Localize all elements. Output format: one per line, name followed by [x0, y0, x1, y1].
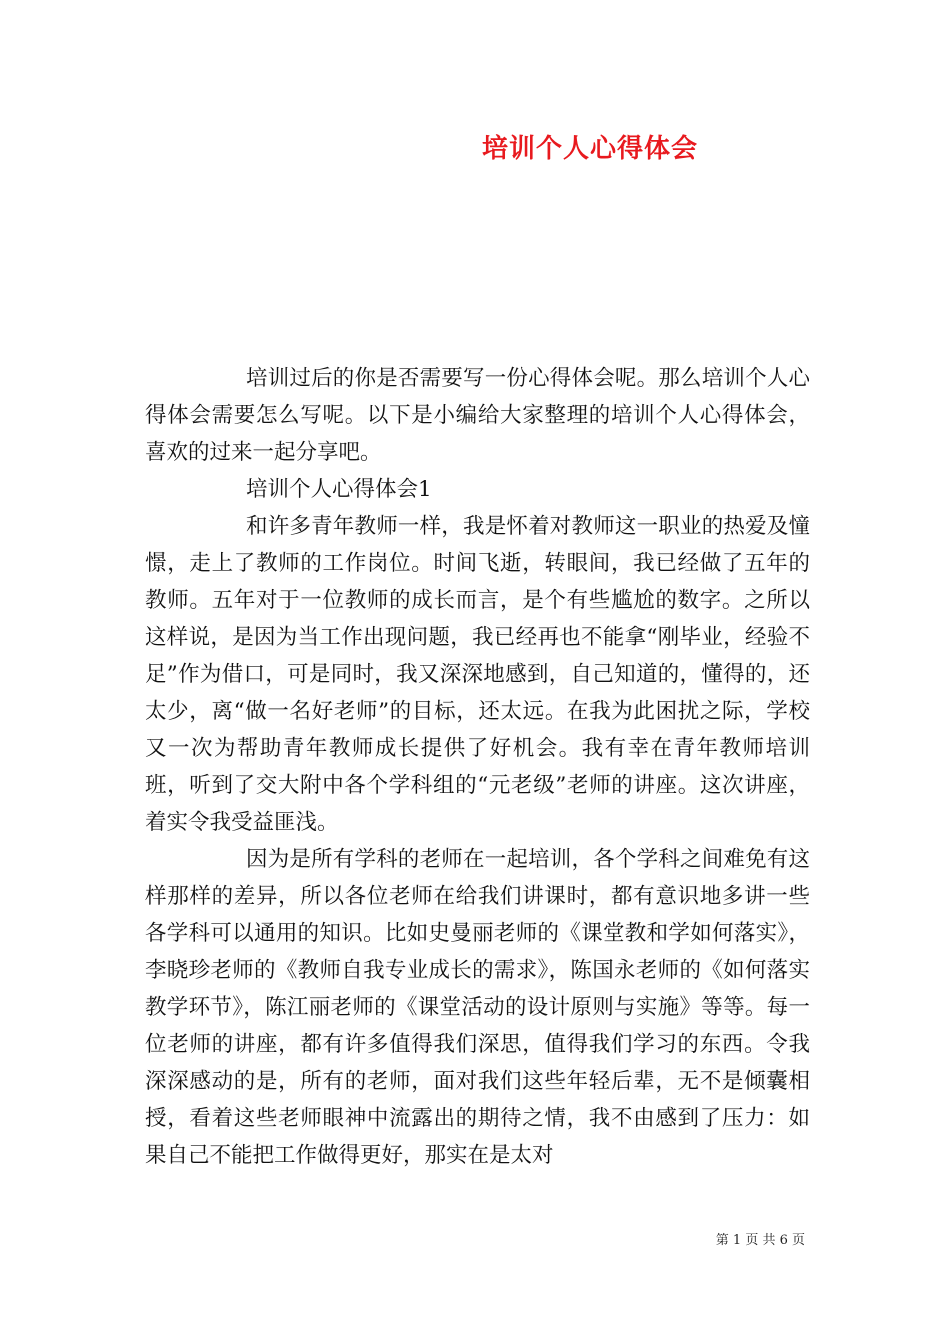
- document-title: 培训个人心得体会: [481, 134, 698, 164]
- body-paragraph: 因为是所有学科的老师在一起培训，各个学科之间难免有这样那样的差异，所以各位老师在给我们讲课时，都有意识地多讲一些各学科可以通用的知识。比如史曼丽老师的《课堂教和学如何落实》，李晓珍老师的《教师自我专业成长的需求》，陈国永老师的《如何落实教学环节》，陈江丽老师的《课堂活动的设计原则与实施》等等。每一位老师的讲座，都有许多值得我们深思，值得我们学习的东西。令我深深感动的是，所有的老师，面对我们这些年轻后辈，无不是倾囊相授，看着这些老师眼神中流露出的期待之情，我不由感到了压力：如果自己不能把工作做得更好，那实在是太对: [145, 847, 810, 1168]
- section-heading: 培训个人心得体会1: [246, 477, 432, 502]
- page-number-footer: 第 1 页 共 6 页: [715, 1233, 805, 1248]
- body-paragraph: 和许多青年教师一样，我是怀着对教师这一职业的热爱及憧憬，走上了教师的工作岗位。时间飞逝，转眼间，我已经做了五年的教师。五年对于一位教师的成长而言，是个有些尴尬的数字。之所以这样说，是因为当工作出现问题，我已经再也不能拿“刚毕业，经验不足”作为借口，可是同时，我又深深地感到，自己知道的，懂得的，还太少，离“做一名好老师”的目标，还太远。在我为此困扰之际，学校又一次为帮助青年教师成长提供了好机会。我有幸在青年教师培训班，听到了交大附中各个学科组的“元老级”老师的讲座。这次讲座，着实令我受益匪浅。: [145, 514, 810, 835]
- document-body: [145, 360, 810, 1174]
- intro-paragraph: 培训过后的你是否需要写一份心得体会呢。那么培训个人心得体会需要怎么写呢。以下是小编给大家整理的培训个人心得体会，喜欢的过来一起分享吧。: [145, 366, 810, 465]
